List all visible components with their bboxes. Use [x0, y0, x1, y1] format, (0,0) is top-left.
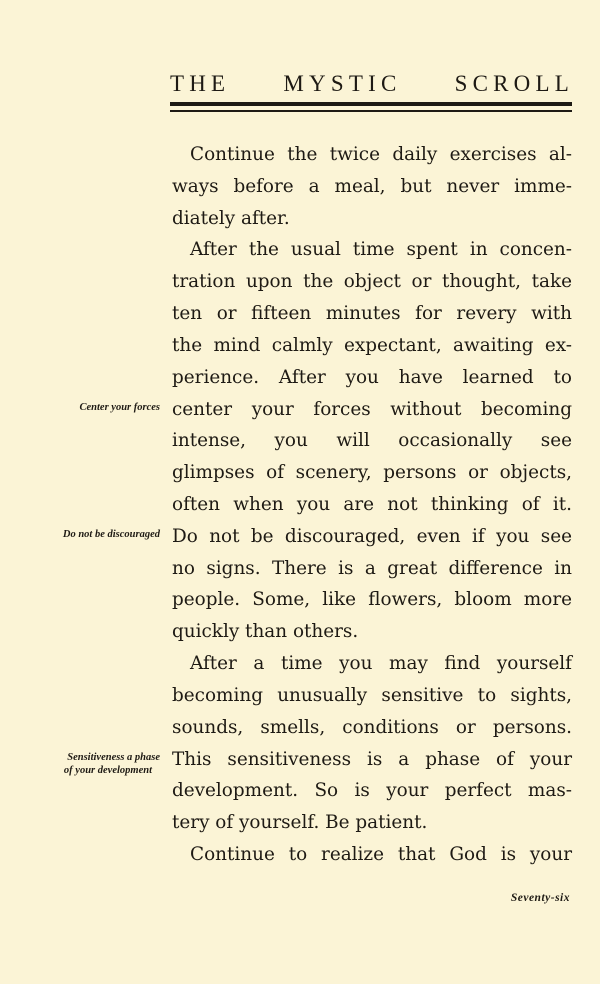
text-line: center your forces without becoming — [172, 398, 572, 420]
text-line: Continue to realize that God is your — [190, 844, 572, 866]
text-line: Do not be discouraged, even if you see — [172, 525, 572, 547]
text-line: Continue the twice daily exercises al- — [190, 144, 572, 165]
text-line: tration upon the object or thought, take — [172, 271, 572, 293]
text-line: ten or fifteen minutes for revery with — [172, 303, 572, 325]
text-line: tery of yourself. Be patient. — [172, 812, 428, 834]
text-line: perience. After you have learned to — [172, 366, 572, 388]
margin-note-line: of your development — [63, 764, 152, 776]
margin-note — [64, 751, 160, 777]
margin-note-line: Sensitiveness a phase — [67, 751, 160, 763]
text-line: no signs. There is a great difference in — [172, 557, 572, 579]
text-line: quickly than others. — [172, 621, 359, 643]
margin-note-line: Do not be discouraged — [62, 528, 160, 540]
text-line: diately after. — [172, 207, 290, 229]
text-line: After a time you may find yourself — [190, 653, 572, 675]
text-line: development. So is your perfect mas- — [172, 780, 572, 802]
header-thin-rule — [170, 110, 572, 112]
margin-note — [63, 528, 160, 541]
text-line: often when you are not thinking of it. — [172, 494, 572, 516]
header-thick-rule — [170, 102, 572, 106]
page-number: Seventy-six — [510, 892, 570, 904]
text-line: glimpses of scenery, persons or objects, — [172, 462, 572, 484]
text-line: After the usual time spent in concen- — [190, 239, 572, 261]
text-line: becoming unusually sensitive to sights, — [172, 684, 572, 706]
margin-note-line: Center your forces — [79, 401, 160, 413]
text-line: sounds, smells, conditions or persons. — [172, 716, 572, 738]
running-head-title: THE MYSTIC SCROLL — [170, 71, 574, 96]
text-line: ways before a meal, but never imme- — [172, 175, 572, 197]
text-line: the mind calmly expectant, awaiting ex- — [172, 334, 572, 356]
text-line: intense, you will occasionally see — [172, 430, 572, 452]
text-line: This sensitiveness is a phase of your — [172, 748, 572, 770]
margin-note — [80, 401, 161, 414]
text-line: people. Some, like flowers, bloom more — [172, 589, 572, 611]
